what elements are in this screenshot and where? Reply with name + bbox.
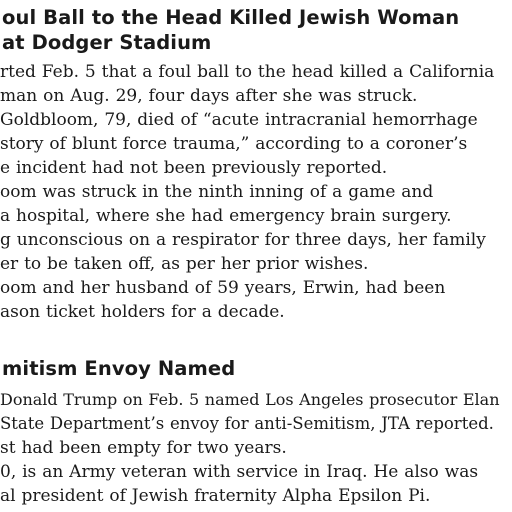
article-body-line: Donald Trump on Feb. 5 named Los Angeles prosecutor Elan	[0, 390, 500, 409]
article-headline: mitism Envoy Named	[2, 357, 236, 380]
article-body-line: State Department’s envoy for anti-Semitism, JTA reported.	[0, 414, 494, 433]
article-body-line: ason ticket holders for a decade.	[0, 302, 285, 322]
article-body-line: 0, is an Army veteran with service in Iraq. He also was	[0, 462, 479, 482]
article-body-line: rted Feb. 5 that a foul ball to the head killed a California	[0, 62, 495, 82]
article-headline: oul Ball to the Head Killed Jewish Woman	[2, 6, 460, 29]
article-body-line: al president of Jewish fraternity Alpha Epsilon Pi.	[0, 486, 431, 506]
article-body-line: a hospital, where she had emergency brain surgery.	[0, 206, 452, 226]
article-body-line: oom and her husband of 59 years, Erwin, had been	[0, 278, 446, 298]
article-body-line: story of blunt force trauma,” according to a coroner’s	[0, 134, 468, 154]
article-body-line: e incident had not been previously reported.	[0, 158, 388, 178]
article-body-line: oom was struck in the ninth inning of a game and	[0, 182, 434, 202]
article-body-line: st had been empty for two years.	[0, 438, 287, 458]
article-body-line: Goldbloom, 79, died of “acute intracranial hemorrhage	[0, 110, 478, 130]
article-body-line: man on Aug. 29, four days after she was struck.	[0, 86, 418, 106]
article-body-line: g unconscious on a respirator for three days, her family	[0, 230, 486, 250]
article-headline: at Dodger Stadium	[2, 31, 212, 54]
article-body-line: er to be taken off, as per her prior wishes.	[0, 254, 369, 274]
